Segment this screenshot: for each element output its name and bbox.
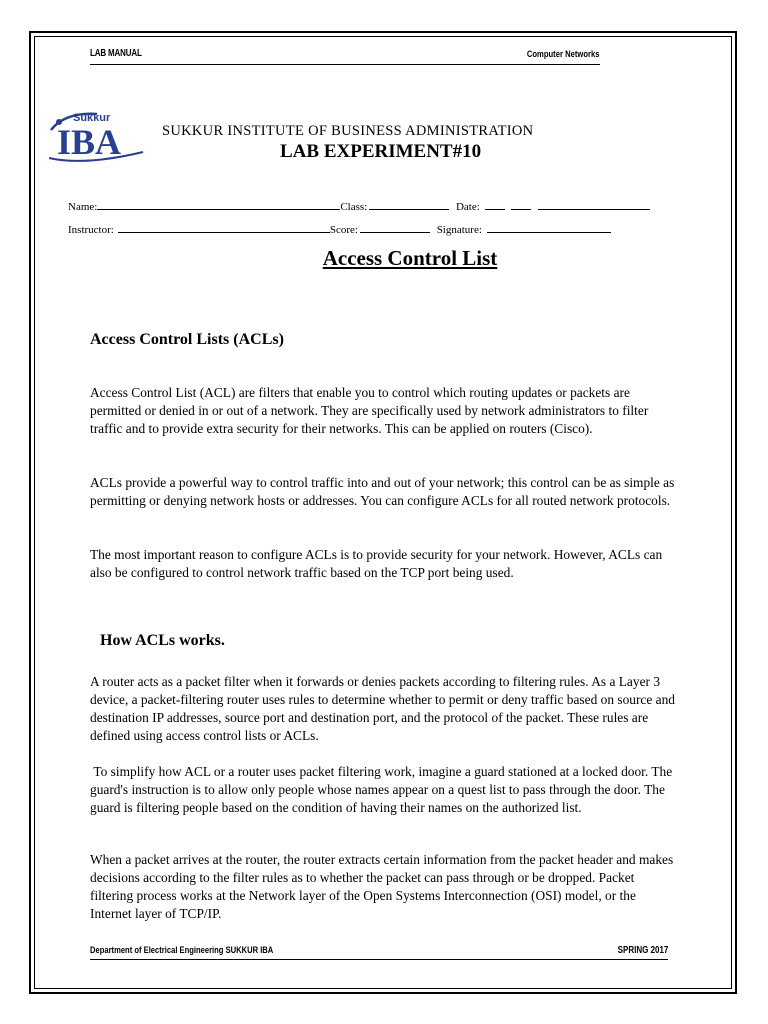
fields-row-1 bbox=[68, 200, 650, 213]
paragraph: When a packet arrives at the router, the router extracts certain information from the packet header and makes decisions according to the filter rules as to whether the packet can pass through or be dropped. Packet filtering process works at the Network layer of the Open Systems Interconnection (OSI) model, or the Internet layer of TCP/IP. bbox=[90, 852, 674, 921]
header-left-label: LAB MANUAL bbox=[90, 48, 142, 59]
date-blank-day[interactable] bbox=[485, 200, 505, 210]
experiment-title: LAB EXPERIMENT#10 bbox=[280, 141, 482, 162]
instructor-blank[interactable] bbox=[118, 223, 330, 233]
iba-logo-icon bbox=[45, 108, 155, 170]
document-title-wrap bbox=[0, 246, 768, 271]
date-blank-year[interactable] bbox=[538, 200, 650, 210]
footer-department-name: Department of Electrical Engineering bbox=[90, 945, 224, 956]
signature-label: Signature: bbox=[436, 224, 482, 236]
section-heading-how-acls-work: How ACLs works. bbox=[100, 632, 225, 649]
score-label: Score: bbox=[329, 224, 358, 236]
logo-top-word: Sukkur bbox=[73, 112, 111, 124]
class-label: Class: bbox=[340, 201, 368, 213]
footer-term: SPRING 2017 bbox=[617, 945, 668, 956]
name-blank[interactable] bbox=[97, 200, 340, 210]
footer-org: SUKKUR IBA bbox=[225, 945, 274, 956]
class-blank[interactable] bbox=[369, 200, 449, 210]
footer-department bbox=[90, 945, 273, 956]
fields-row-2 bbox=[68, 223, 611, 236]
paragraph: Access Control List (ACL) are filters that enable you to control which routing updates or packets are permitted or denied in or out of a network. They are specifically used by network administrators to filter traffic and to provide extra security for their networks. This can be applied on routers (Cisco). bbox=[90, 385, 649, 436]
paragraph: ACLs provide a powerful way to control traffic into and out of your network; this control can be as simple as permitting or denying network hosts or addresses. You can configure ACLs for all routed network protocols. bbox=[90, 475, 675, 508]
institute-name: SUKKUR INSTITUTE OF BUSINESS ADMINISTRATION bbox=[162, 123, 534, 139]
date-label: Date: bbox=[455, 201, 480, 213]
running-footer bbox=[90, 944, 668, 960]
section-heading-acls: Access Control Lists (ACLs) bbox=[90, 331, 284, 348]
date-blank-month[interactable] bbox=[511, 200, 531, 210]
running-header bbox=[90, 48, 600, 65]
header-right-label: Computer Networks bbox=[527, 49, 600, 59]
document-title: Access Control List bbox=[322, 246, 498, 270]
name-label: Name: bbox=[68, 201, 98, 213]
paragraph: The most important reason to configure ACLs is to provide security for your network. However, ACLs can also be configured to control network traffic based on the TCP port being used. bbox=[90, 547, 663, 580]
signature-blank[interactable] bbox=[487, 223, 611, 233]
page-border-inner bbox=[34, 36, 732, 989]
logo-main-word: IBA bbox=[57, 122, 122, 162]
score-blank[interactable] bbox=[360, 223, 430, 233]
paragraph: A router acts as a packet filter when it forwards or denies packets according to filtering rules. As a Layer 3 device, a packet-filtering router uses rules to determine whether to permit or deny traffic based on source and destination IP addresses, source port and destination port, and the protocol of the packet. These rules are defined using access control lists or ACLs. bbox=[90, 674, 675, 743]
iba-logo bbox=[45, 108, 155, 170]
instructor-label: Instructor: bbox=[68, 224, 114, 236]
paragraph: To simplify how ACL or a router uses packet filtering work, imagine a guard stationed at a locked door. The guard's instruction is to allow only people whose names appear on a quest list to pass through the door. The guard is filtering people based on the condition of having their names on the authorized list. bbox=[90, 764, 676, 815]
